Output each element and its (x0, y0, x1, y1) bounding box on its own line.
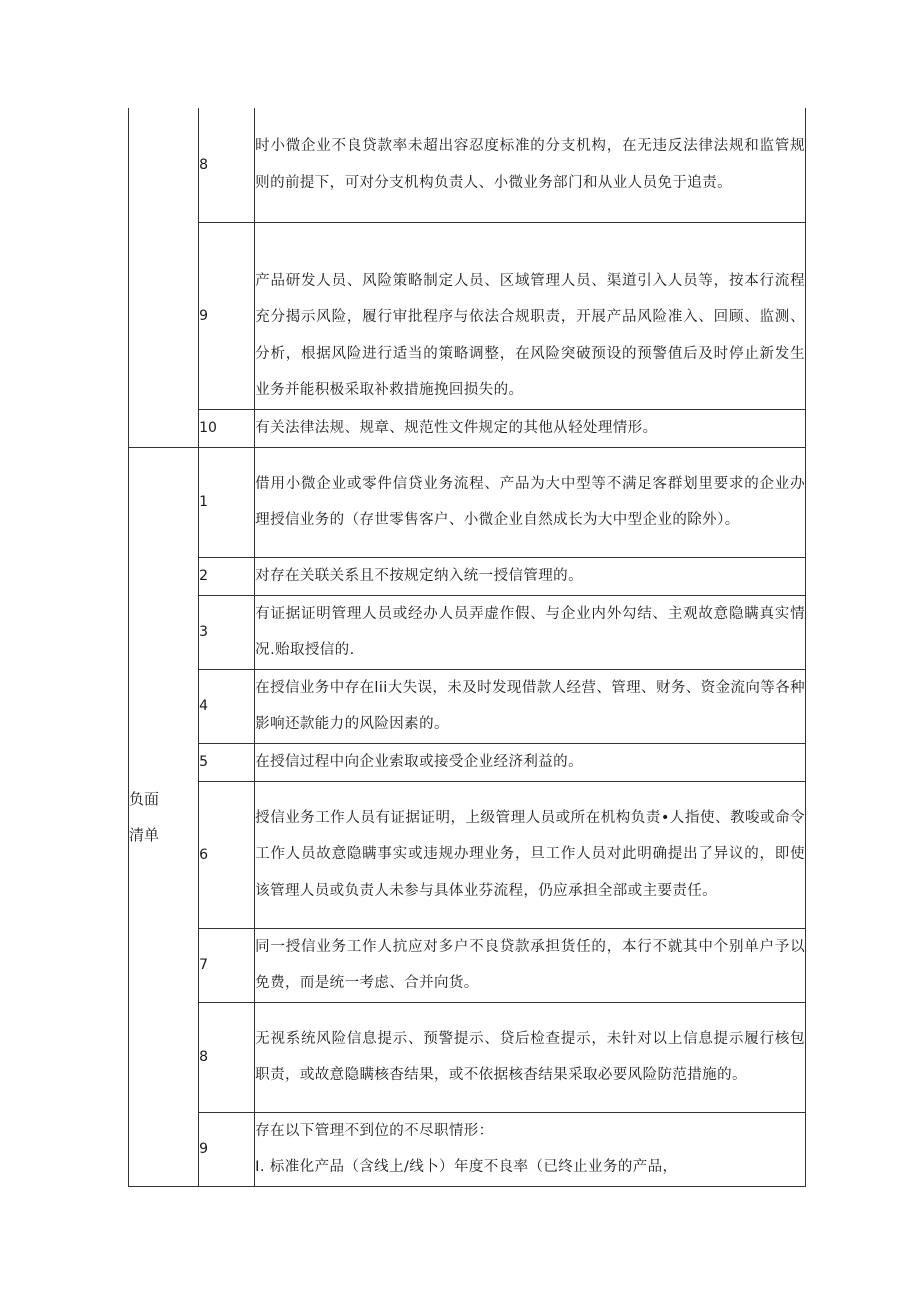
liability-table (128, 108, 806, 1187)
row-text: 有关法律法规、规章、规范性文件规定的其他从轻处理情形。 (255, 409, 806, 447)
row-text: 无视系统风险信息提示、预警提示、贷后检查提示，未针对以上信息提示履行核包职责，或故意隐瞒核杳结果，或不依据核杳结果采取必要风险防范措施的。 (255, 1002, 806, 1112)
category-label-line1: 负面 (129, 789, 160, 808)
row-number: 5 (199, 743, 255, 781)
row-text: 同一授信业务工作人抗应对多户不良贷款承担货任的，本行不就其中个别单户予以免费，而是统一考虑、合并向货。 (255, 928, 806, 1002)
row-text: 授信业务工作人员有证据证明，上级管理人员或所在机构负责•人指使、教唆或命令工作人员故意隐瞒事实或违规办理业务，旦工作人员对此明确提出了异议的，即使该管理人员或负责人未参与具体业芬流程，仍应承担全部或主要责任。 (255, 781, 806, 928)
table-row (129, 409, 806, 447)
table-row (129, 447, 806, 557)
category-cell-negative-list (129, 447, 199, 1186)
row-text: 借用小微企业或零件信贷业务流程、产品为大中型等不满足客群划里要求的企业办理授信业务的（存世零售客户、小微企业自然成长为大中型企业的除外）。 (255, 447, 806, 557)
row-number: 2 (199, 557, 255, 595)
row-text: 产品研发人员、风险策略制定人员、区域管理人员、渠道引入人员等，按本行流程充分揭示风险，履行审批程序与依法合规职责，开展产品风险准入、回顾、监测、分析，根据风险进行适当的策略调整，在风险突破预设的预警值后及时停止新发生业务并能积极采取补救措施挽回损失的。 (255, 222, 806, 409)
table-row (129, 557, 806, 595)
row-number: 7 (199, 928, 255, 1002)
table-row (129, 222, 806, 409)
row-number: 6 (199, 781, 255, 928)
row-text: 对存在关联关系且不按规定纳入统一授信管理的。 (255, 557, 806, 595)
row-number: 9 (199, 222, 255, 409)
row-number: 1 (199, 447, 255, 557)
table-row (129, 743, 806, 781)
table-row (129, 108, 806, 222)
row-text: 有证据证明管理人员或经办人员弄虚作假、与企业内外勾结、主观故意隐瞒真实情况.贻取授信的. (255, 595, 806, 669)
row-number: 4 (199, 669, 255, 743)
row-number: 10 (199, 409, 255, 447)
row-text-line2: I. 标准化产品（含线上/线卜）年度不良率（已终止业务的产品， (255, 1159, 678, 1175)
table-row (129, 1002, 806, 1112)
row-text: 时小微企业不良贷款率未超出容忍度标准的分支机构，在无违反法律法规和监管规则的前提下，可对分支机构负责人、小微业务部门和从业人员免于追责。 (255, 108, 806, 222)
row-text (255, 1112, 806, 1186)
table-row (129, 928, 806, 1002)
row-text: 在授信过程中向企业索取或接受企业经济利益的。 (255, 743, 806, 781)
row-text: 在授信业务中存在lii大失误，未及时发现借款人经营、管理、财务、资金流向等各种影响还款能力的风险因素的。 (255, 669, 806, 743)
row-number: 8 (199, 108, 255, 222)
row-text-line1: 存在以下管理不到位的不尽职情形： (255, 1122, 494, 1139)
row-number: 9 (199, 1112, 255, 1186)
category-label-line2: 清单 (129, 825, 160, 844)
row-number: 8 (199, 1002, 255, 1112)
row-number: 3 (199, 595, 255, 669)
table-row (129, 595, 806, 669)
table-row (129, 669, 806, 743)
table-row (129, 781, 806, 928)
category-cell-continued (129, 108, 199, 447)
table-row (129, 1112, 806, 1186)
